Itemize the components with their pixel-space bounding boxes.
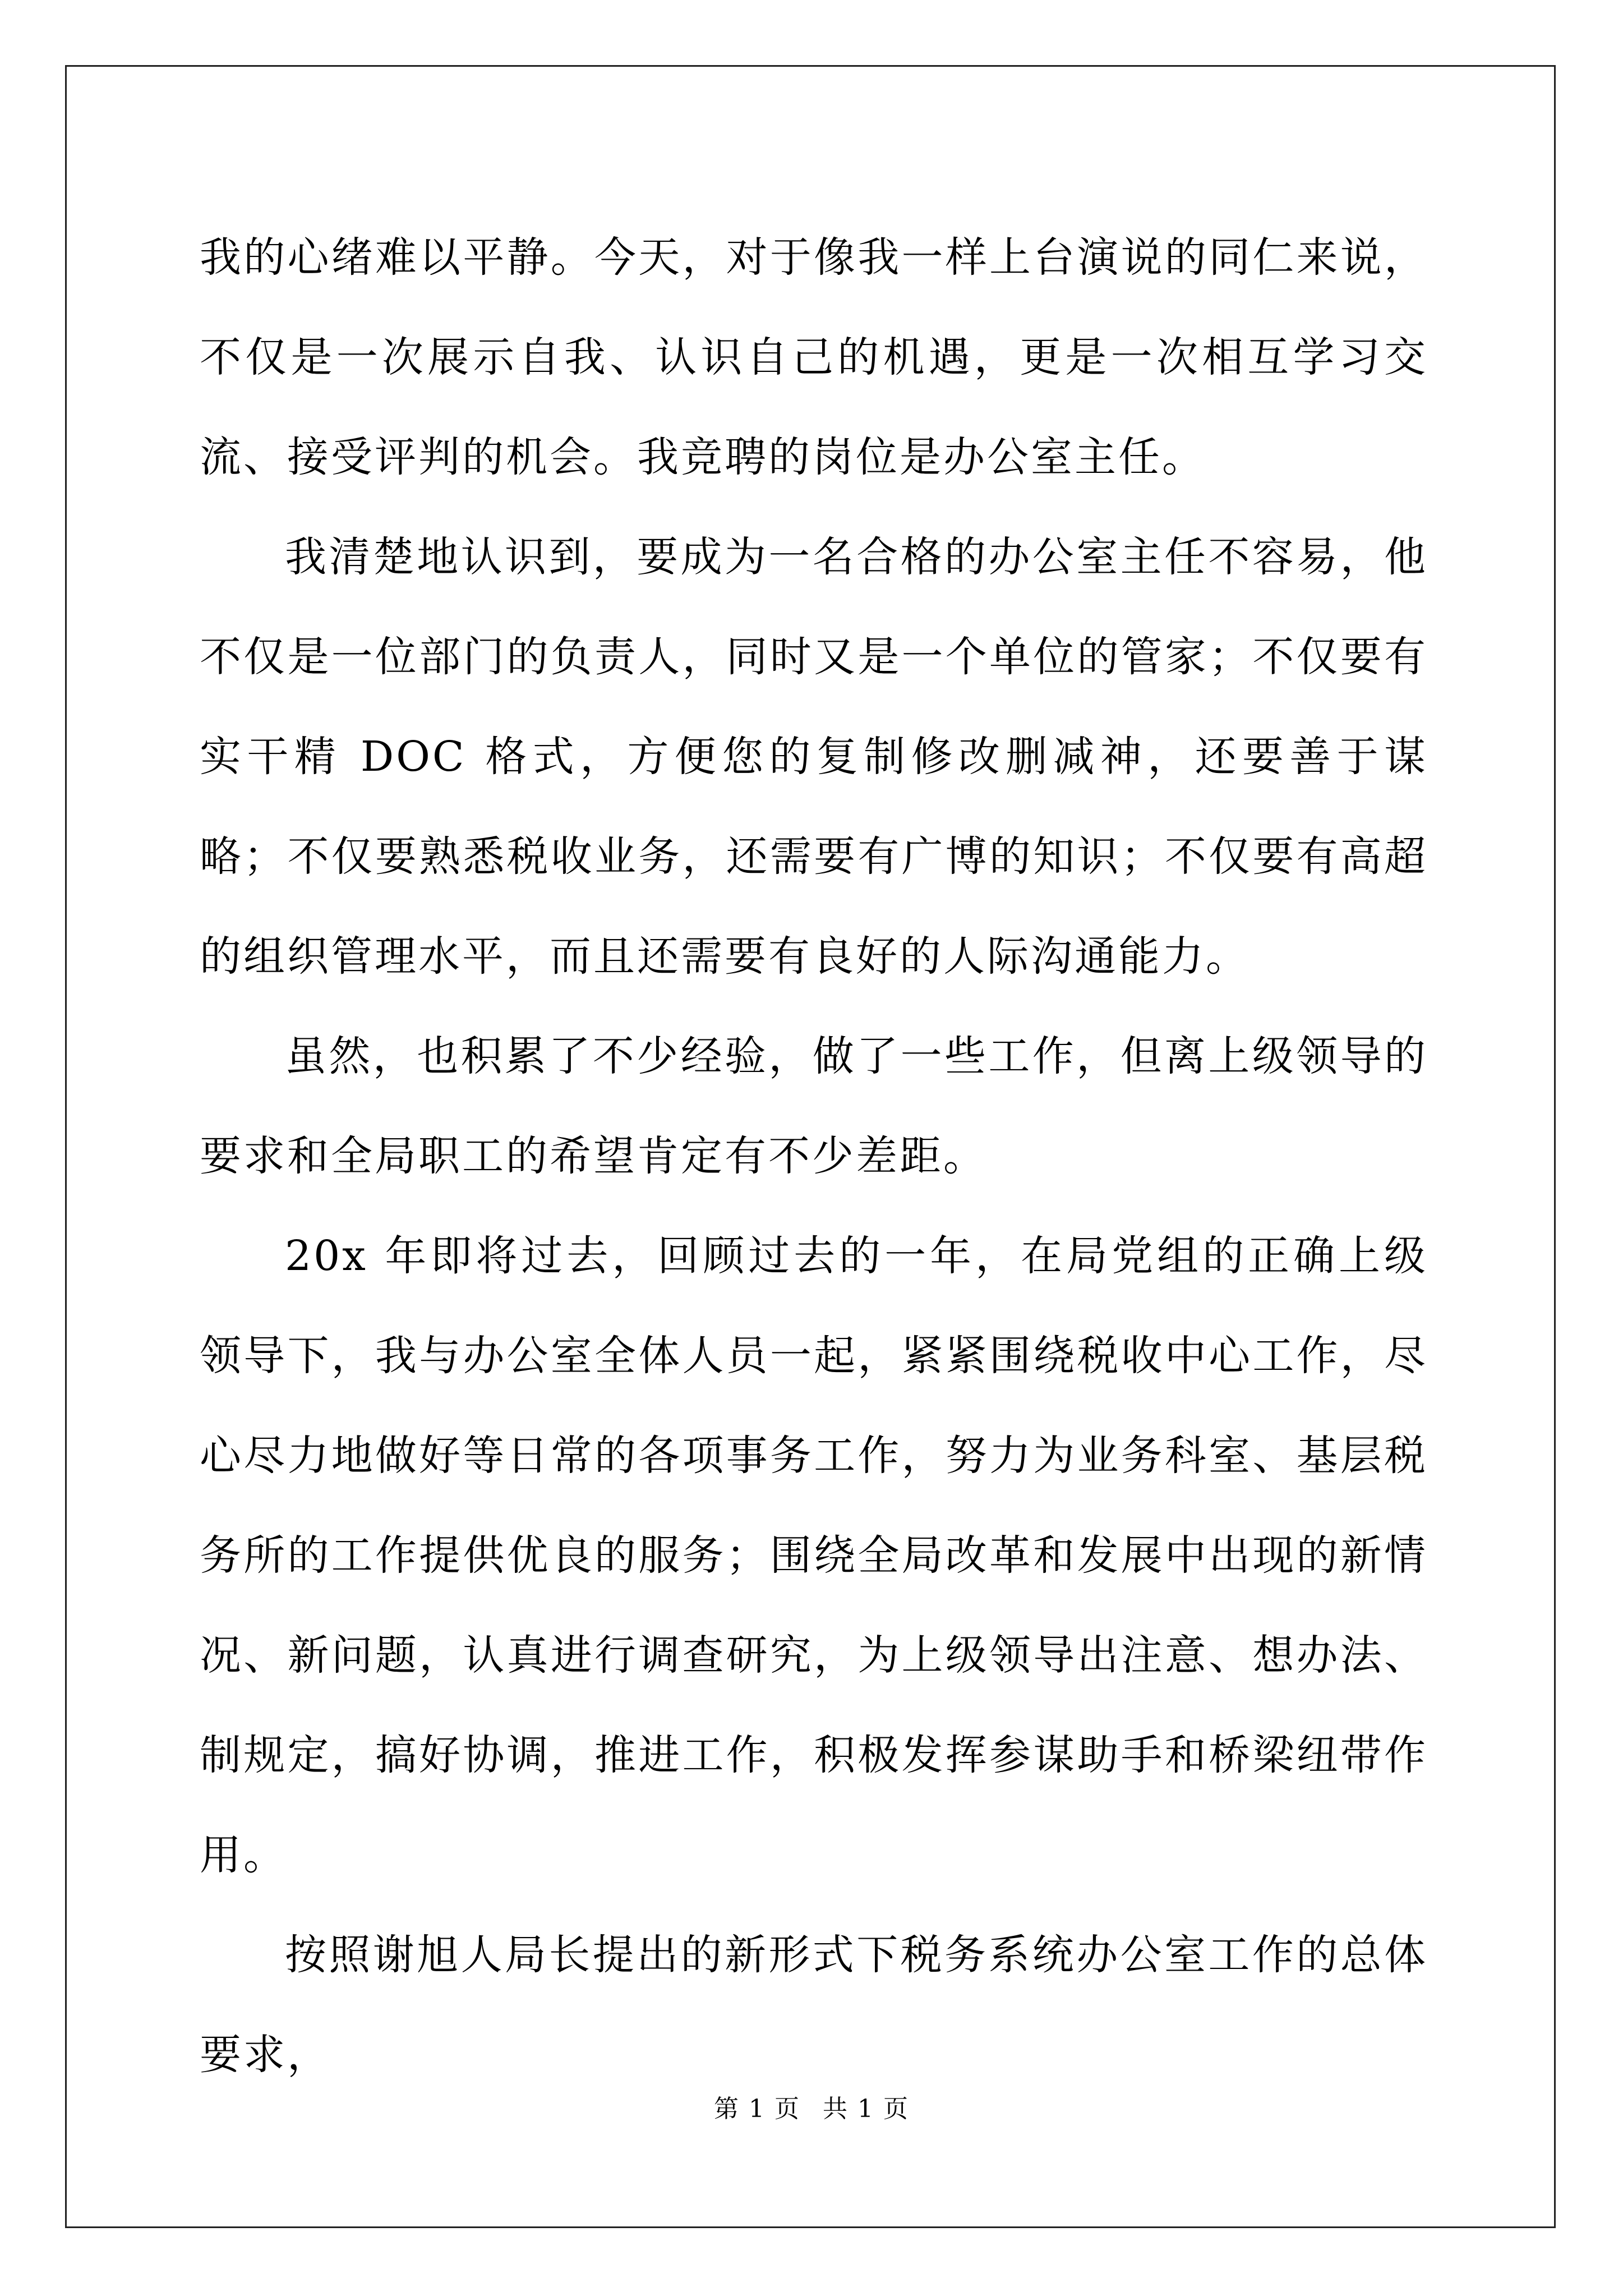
paragraph-5: 按照谢旭人局长提出的新形式下税务系统办公室工作的总体要求，: [200, 1931, 1428, 2079]
document-body: [200, 208, 1428, 2105]
page-number-current: 第 1 页: [714, 2095, 800, 2123]
paragraph-2: 我清楚地认识到，要成为一名合格的办公室主任不容易，他不仅是一位部门的负责人，同时又是一个单位的管家；不仅要有实干精 DOC 格式，方便您的复制修改删减神，还要善于谋略；不仅要熟悉税收业务，还需要有广博的知识；不仅要有高超的组织管理水平，而且还需要有良好的人际沟通能力。: [200, 533, 1428, 981]
page-number-total: 共 1 页: [823, 2095, 909, 2123]
paragraph-3: 虽然，也积累了不少经验，做了一些工作，但离上级领导的要求和全局职工的希望肯定有不少差距。: [200, 1032, 1428, 1180]
paragraph-4: 20x 年即将过去，回顾过去的一年，在局党组的正确上级领导下，我与办公室全体人员一起，紧紧围绕税收中心工作，尽心尽力地做好等日常的各项事务工作，努力为业务科室、基层税务所的工作提供优良的服务；围绕全局改革和发展中出现的新情况、新问题，认真进行调查研究，为上级领导出注意、想办法、制规定，搞好协调，推进工作，积极发挥参谋助手和桥梁纽带作用。: [200, 1232, 1428, 1879]
paragraph-1: 我的心绪难以平静。今天，对于像我一样上台演说的同仁来说，不仅是一次展示自我、认识自己的机遇，更是一次相互学习交流、接受评判的机会。我竞聘的岗位是办公室主任。: [200, 233, 1428, 481]
page-footer: [0, 2092, 1623, 2126]
